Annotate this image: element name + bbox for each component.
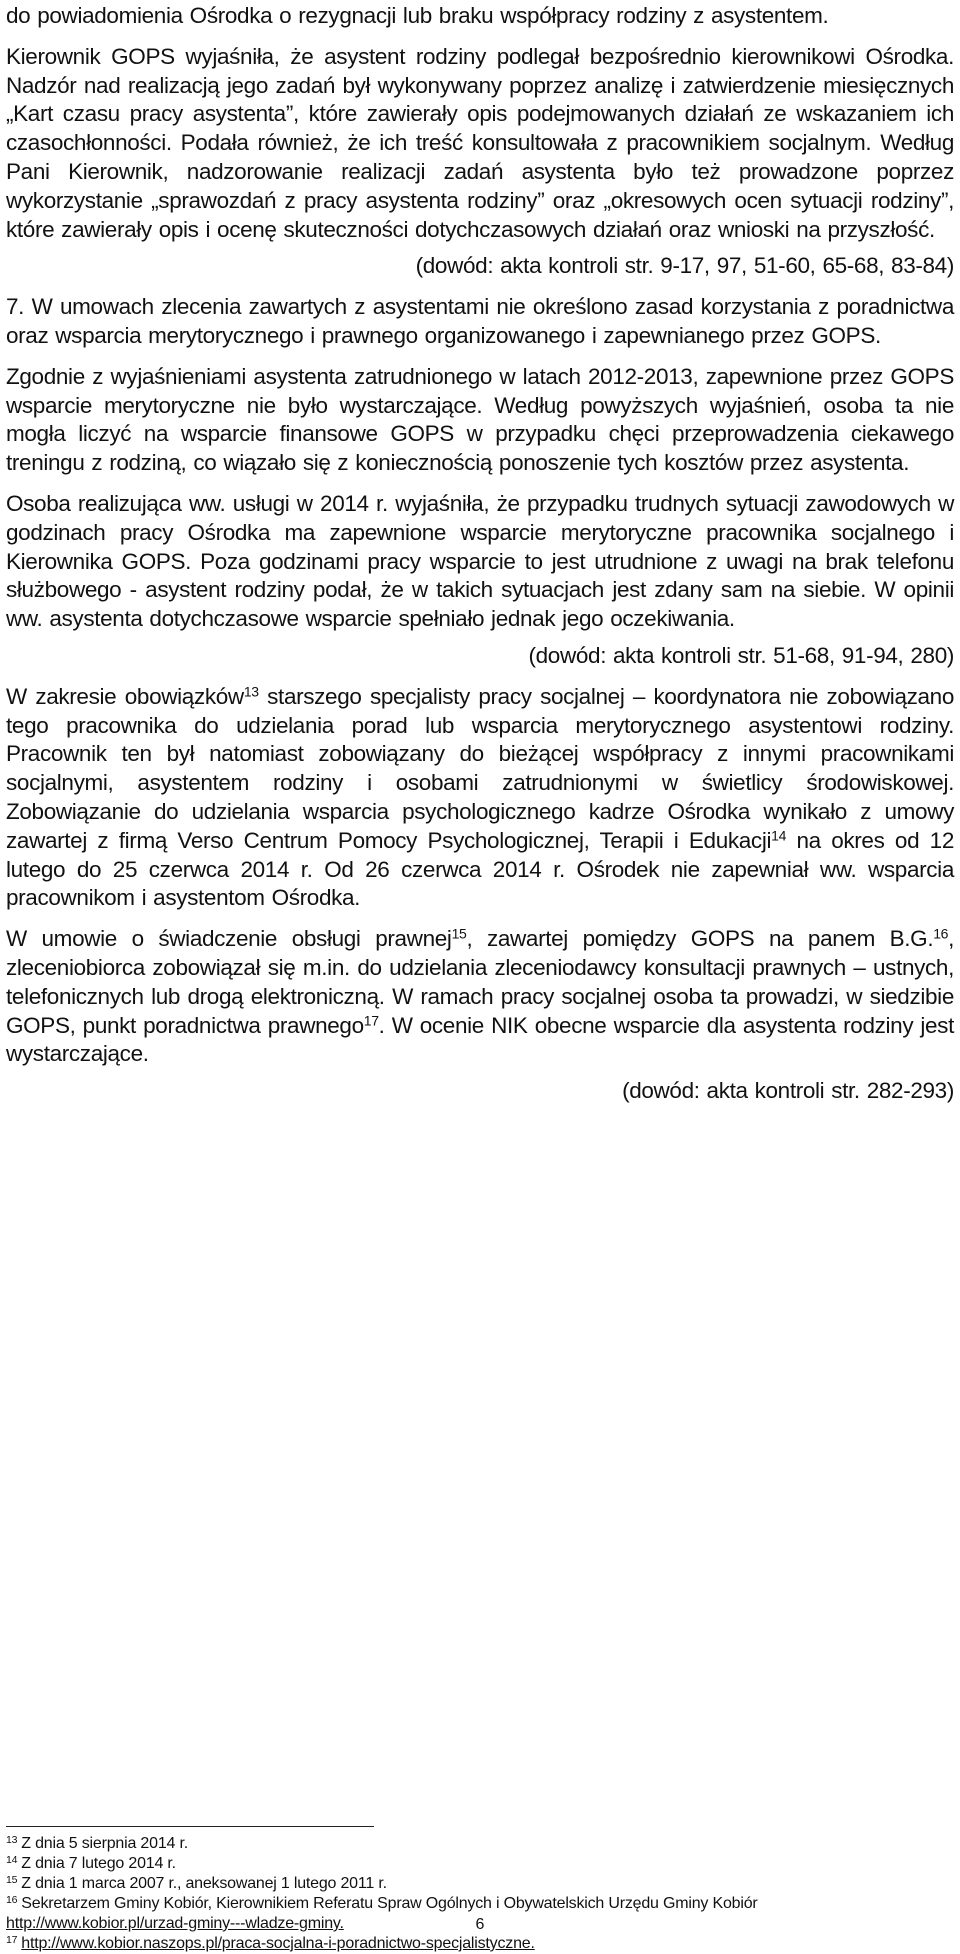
footnote-number: 13 xyxy=(6,1833,18,1846)
paragraph-text: W zakresie obowiązków xyxy=(6,683,244,709)
footnote-ref[interactable]: 13 xyxy=(243,683,259,700)
paragraph-supervision: Kierownik GOPS wyjaśniła, że asystent rodziny podlegał bezpośrednio kierownikowi Ośrodka. Nadzór nad realizacją jego zadań był wykonywany poprzez analizę i zatwierdzenie miesięcznych „Kart czasu pracy asystenta”, które zawierały opis podejmowanych działań ze wskazaniem ich czasochłonności. Podała również, że ich treść konsultowała z pracownikiem socjalnym. Według Pani Kierownik, nadzorowanie realizacji zadań asystenta było też prowadzone poprzez wykorzystanie „sprawozdań z pracy asystenta rodziny” oraz „okresowych ocen sytuacji rodziny”, które zawierały opis i ocenę skuteczności dotychczasowych działań oraz wnioski na przyszłość. xyxy=(6,43,954,242)
footnote-text: Z dnia 5 sierpnia 2014 r. xyxy=(21,1835,188,1852)
evidence-reference: (dowód: akta kontroli str. 9-17, 97, 51-60, 65-68, 83-84) xyxy=(415,253,954,279)
paragraph-2014-assistant: Osoba realizująca ww. usługi w 2014 r. wyjaśniła, że przypadku trudnych sytuacji zawodowych w godzinach pracy Ośrodka ma zapewnione wsparcie merytoryczne pracownika socjalnego i Kierownika GOPS. Poza godzinami pracy wsparcie to jest utrudnione z uwagi na brak telefonu służbowego - asystent rodziny podał, że w takich sytuacjach jest zdany sam na siebie. W opinii ww. asystenta dotychczasowe wsparcie spełniało jednak jego oczekiwania. xyxy=(6,490,954,632)
footnote-text: Sekretarzem Gminy Kobiór, Kierownikiem Referatu Spraw Ogólnych i Obywatelskich Urzędu Gminy Kobiór xyxy=(21,1895,758,1912)
footnote-ref[interactable]: 15 xyxy=(451,925,467,942)
footnote-14 xyxy=(6,1854,954,1874)
paragraph-text: . W ocenie NIK obecne wsparcie dla asystenta rodziny jest wystarczające. xyxy=(6,1012,954,1067)
evidence-reference: (dowód: akta kontroli str. 51-68, 91-94, 280) xyxy=(528,642,954,668)
paragraph-text: , zleceniobiorca zobowiązał się m.in. do udzielania zleceniodawcy konsultacji prawnych – ustnych, telefonicznych lub drogą elektroniczną. W ramach pracy socjalnej osoba ta prowadzi, w siedzibie GOPS, punkt poradnictwa prawnego xyxy=(6,926,954,1038)
footnote-17 xyxy=(6,1934,954,1954)
footnote-link[interactable]: http://www.kobior.naszops.pl/praca-socjalna-i-poradnictwo-specjalistyczne. xyxy=(21,1935,535,1952)
footnote-number: 17 xyxy=(6,1933,18,1946)
paragraph-coordinator-duties xyxy=(6,683,954,913)
footnote-number: 14 xyxy=(6,1853,18,1866)
paragraph-text: starszego specjalisty pracy socjalnej – koordynatora nie zobowiązano tego pracownika do udzielania porad lub wsparcia merytorycznego asystentowi rodziny. Pracownik ten był natomiast zobowiązany do bieżącej współpracy z innymi pracownikami socjalnymi, asystentem rodziny i osobami zatrudnionymi w świetlicy środowiskowej. Zobowiązanie do udzielania wsparcia psychologicznego kadrze Ośrodka wynikało z umowy zawartej z firmą Verso Centrum Pomocy Psychologicznej, Terapii i Edukacji xyxy=(6,683,954,853)
footnote-number: 16 xyxy=(6,1893,18,1906)
paragraph-point-7: 7. W umowach zlecenia zawartych z asystentami nie określono zasad korzystania z poradnictwa oraz wsparcia merytorycznego i prawnego organizowanego i zapewnianego przez GOPS. xyxy=(6,294,954,348)
evidence-reference: (dowód: akta kontroli str. 282-293) xyxy=(622,1078,954,1104)
paragraph-continuation: do powiadomienia Ośrodka o rezygnacji lub braku współpracy rodziny z asystentem. xyxy=(6,3,829,28)
footnote-13 xyxy=(6,1834,954,1854)
paragraph-assistant-explanation: Zgodnie z wyjaśnieniami asystenta zatrudnionego w latach 2012-2013, zapewnione przez GOPS wsparcie merytoryczne nie było wystarczające. Według powyższych wyjaśnień, osoba ta nie mogła liczyć na wsparcie finansowe GOPS w przypadku chęci przeprowadzenia ciekawego treningu z rodziną, co wiązało się z koniecznością ponoszenie tych kosztów przez asystenta. xyxy=(6,363,954,476)
footnote-text: Z dnia 1 marca 2007 r., aneksowanej 1 lutego 2011 r. xyxy=(21,1875,387,1892)
footnote-ref[interactable]: 16 xyxy=(933,925,949,942)
footnote-link[interactable]: http://www.kobior.pl/urzad-gminy---wladze-gminy. xyxy=(6,1915,344,1932)
document-body xyxy=(6,2,954,1118)
footnote-ref[interactable]: 14 xyxy=(771,827,787,844)
footnote-text: Z dnia 7 lutego 2014 r. xyxy=(21,1855,176,1872)
footnote-15 xyxy=(6,1874,954,1894)
footnote-ref[interactable]: 17 xyxy=(363,1011,379,1028)
paragraph-text: , zawartej pomiędzy GOPS na panem B.G. xyxy=(466,926,934,952)
footnote-separator xyxy=(6,1826,374,1827)
footnotes xyxy=(6,1834,954,1954)
page-number: 6 xyxy=(475,1916,485,1933)
paragraph-text: W umowie o świadczenie obsługi prawnej xyxy=(6,926,452,952)
footnote-number: 15 xyxy=(6,1873,18,1886)
paragraph-text: na okres od 12 lutego do 25 czerwca 2014 r. Od 26 czerwca 2014 r. Ośrodek nie zapewniał ww. wsparcia pracownikom i asystentom Ośrodka. xyxy=(6,827,955,911)
paragraph-legal-services xyxy=(6,925,954,1069)
